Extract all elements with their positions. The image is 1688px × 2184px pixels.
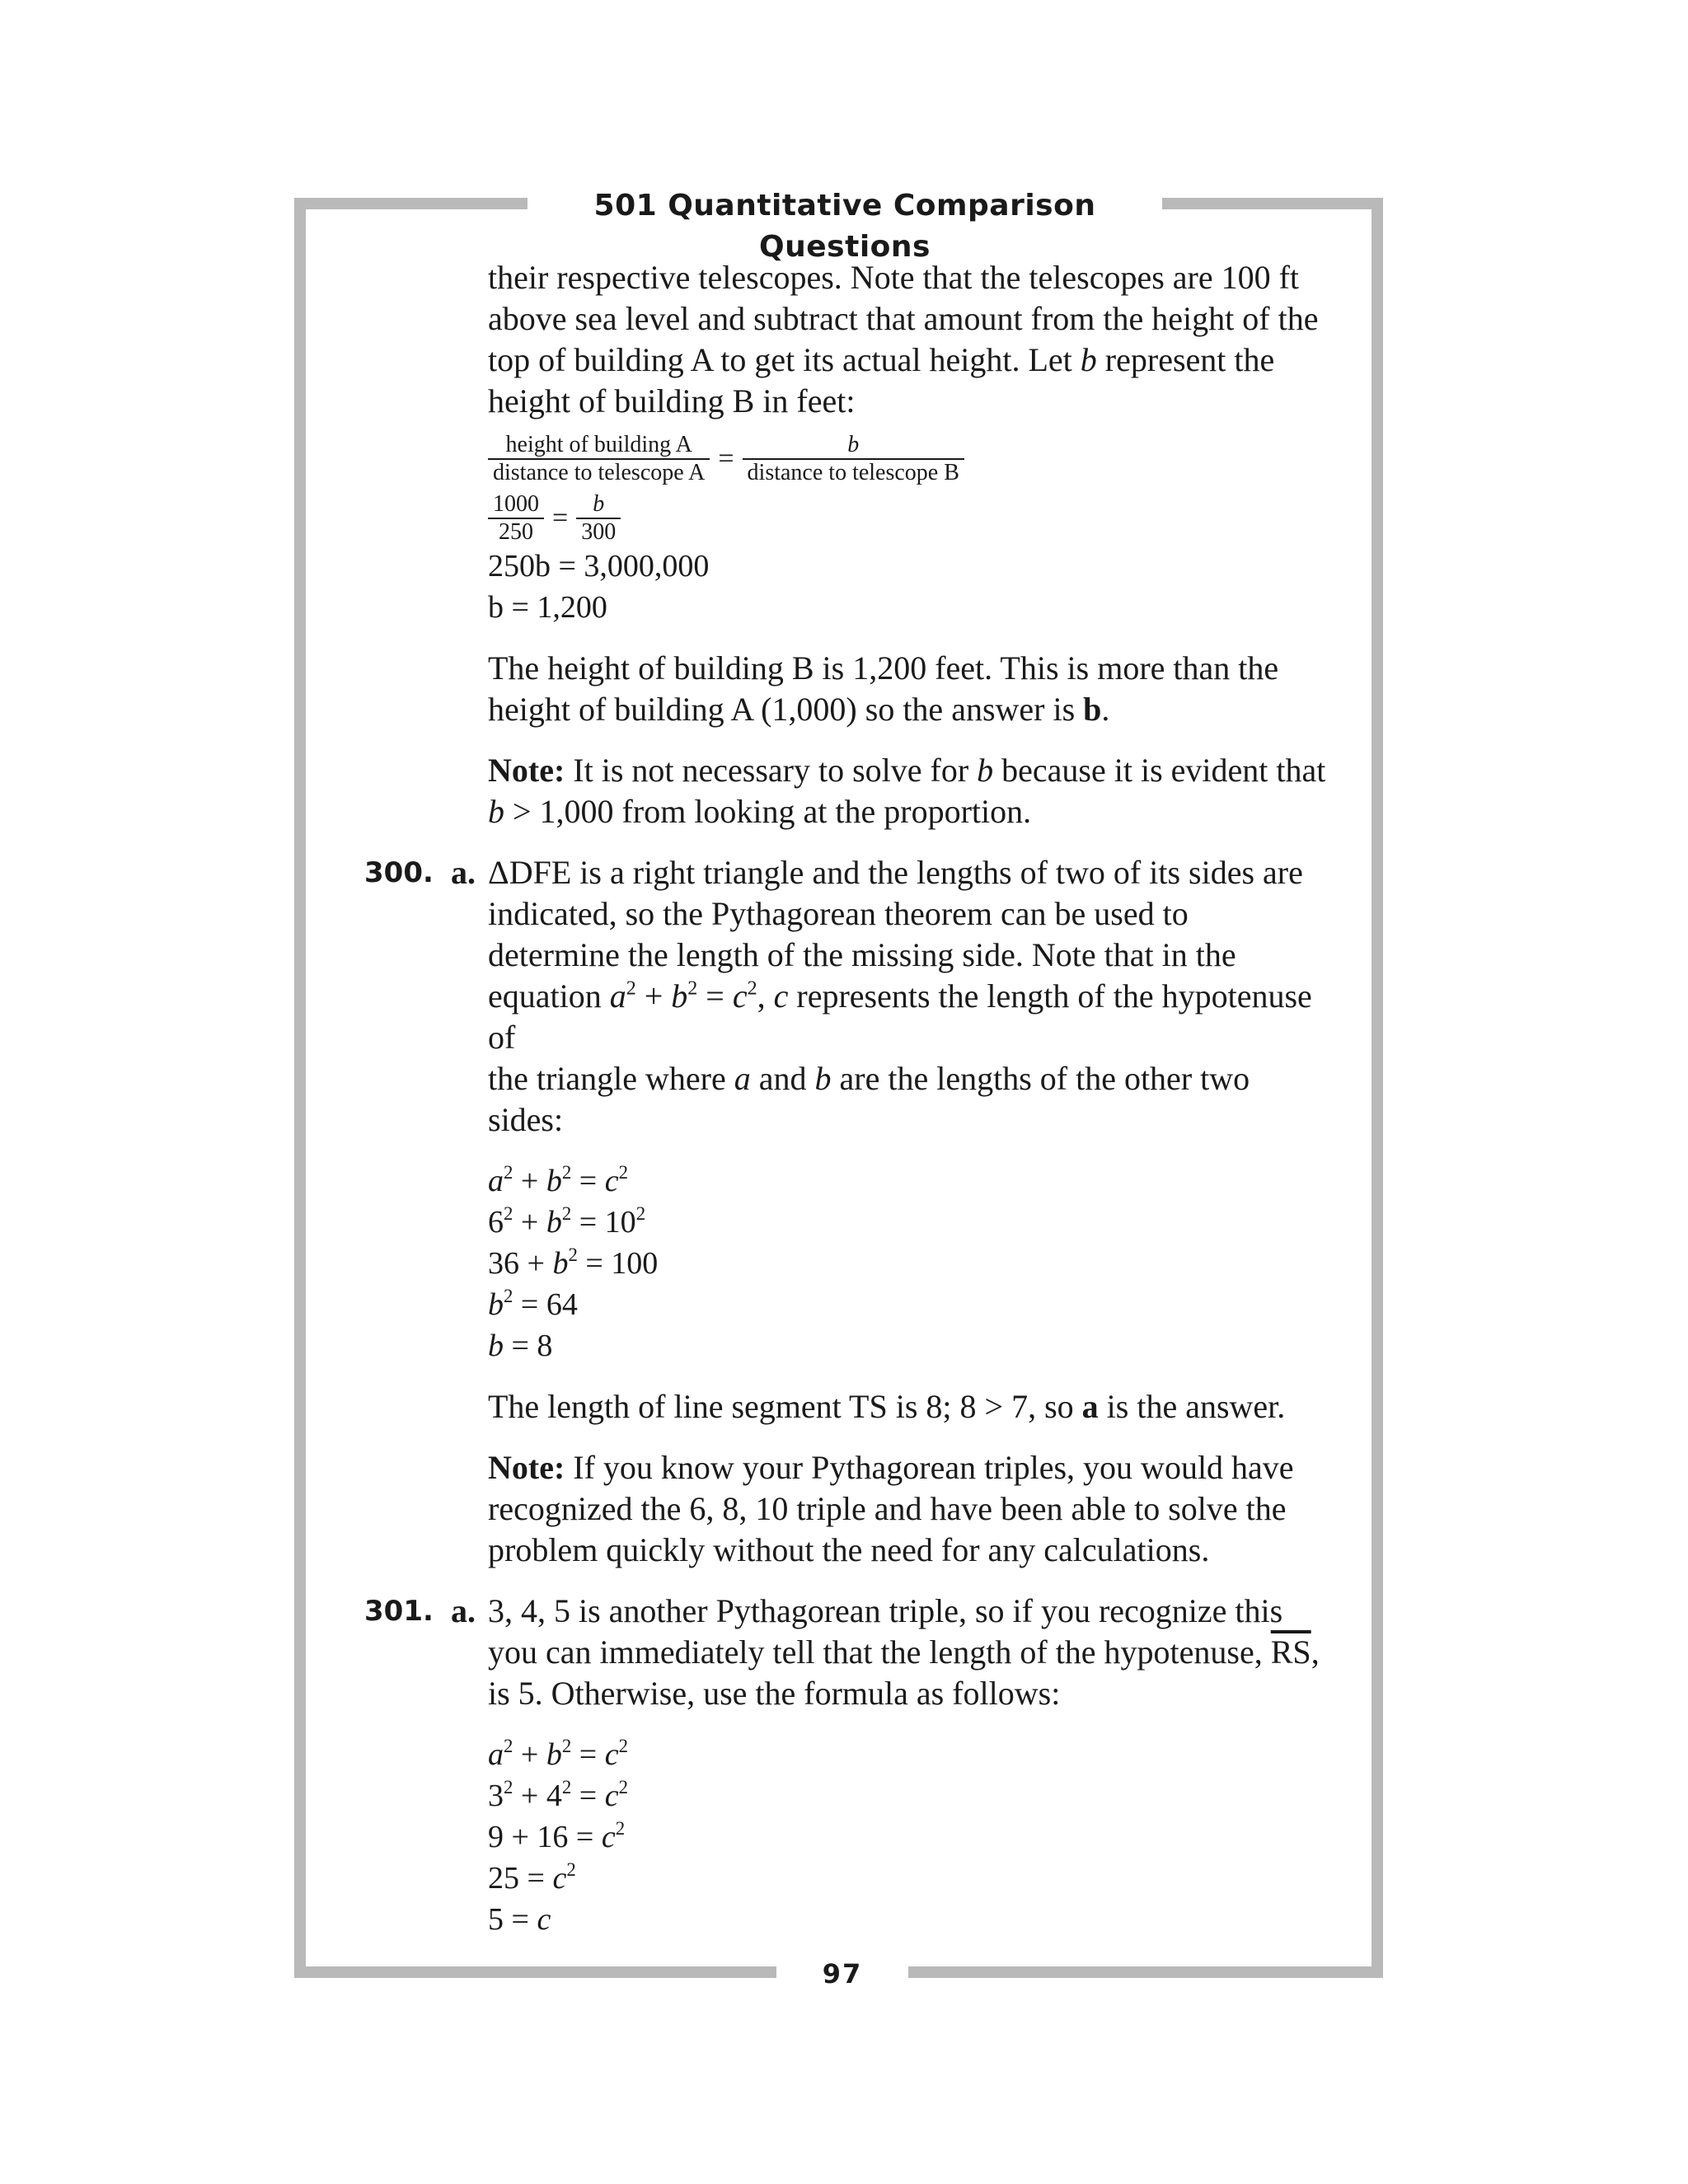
- fraction-left: $\frac{\text{height of building A}}{\text{distance to telescope A}}$: [488, 432, 710, 486]
- fraction-1000-250: $\frac{1000}{250}$: [488, 491, 544, 546]
- page-body: [364, 257, 1329, 1940]
- running-header: 501 Quantitative Comparison Questions: [528, 185, 1162, 268]
- answer-letter: a.: [451, 1592, 476, 1629]
- question-number: 300.: [364, 856, 434, 889]
- frame-bottom-right: [903, 1966, 1383, 1978]
- equations-300: [488, 1160, 1329, 1366]
- note-300: Note: If you know your Pythagorean triples, you would have recognized the 6, 8, 10 triple and have been able to solve the problem quickly without the need for any calculations.: [488, 1449, 1294, 1568]
- equation-line: $6^2 + b^2 = 10^2$: [488, 1203, 646, 1240]
- fraction-b-300: $\frac{b}{300}$: [576, 491, 621, 546]
- equation-250b: 250b = 3,000,000: [488, 549, 710, 583]
- fraction-right: $\frac{b}{\text{distance to telescope B}}$: [743, 432, 964, 486]
- equation-line: 5 = c: [488, 1902, 551, 1937]
- equation-line: b = 8: [488, 1329, 553, 1363]
- answer-letter: a.: [451, 854, 476, 891]
- proportion-words: $\frac{\text{height of building A}}{\text{distance to telescope A}}$ = $\frac{b}{\text{distance to telescope B}}$: [488, 432, 1329, 486]
- proportion-numbers: $\frac{1000}{250}$ = $\frac{b}{300}$: [488, 491, 1329, 546]
- page-number: 97: [776, 1953, 908, 1994]
- equation-line: $a^2 + b^2 = c^2$: [488, 1162, 628, 1198]
- equation-line: $25 = c^2$: [488, 1859, 576, 1896]
- answer-300: 300. a. ΔDFE is a right triangle and the lengths of two of its sides are indicated, so the Pythagorean theorem can be used to determine the length of the missing side. Note that in the equation $a^2 + b^2 = c^2$, c represents the length of the hypotenuse of the triangle where a and b are the lengths of the other two sides:: [364, 854, 1312, 1138]
- frame-bottom-left: [294, 1966, 781, 1978]
- equation-line: $3^2 + 4^2 = c^2$: [488, 1777, 628, 1813]
- continuation-paragraph: their respective telescopes. Note that the telescopes are 100 ft above sea level and subtract that amount from the height of the top of building A to get its actual height. Let b represent the height of building B in feet:: [488, 259, 1319, 419]
- equation-line: $36 + b^2 = 100$: [488, 1244, 659, 1281]
- equation-line: $9 + 16 = c^2$: [488, 1818, 626, 1854]
- conclusion-300: The length of line segment TS is 8; 8 > 7, so a is the answer.: [488, 1388, 1286, 1425]
- frame-top-right: [1156, 198, 1383, 209]
- continuation-note: Note: It is not necessary to solve for b because it is evident that b > 1,000 from looking at the proportion.: [488, 752, 1326, 830]
- equation-line: $b^2 = 64$: [488, 1286, 578, 1322]
- frame-right: [1372, 198, 1383, 1978]
- equation-b-1200: b = 1,200: [488, 590, 607, 625]
- segment-rs: $\overline{RS}$: [1270, 1633, 1311, 1671]
- equations-301: [488, 1734, 1329, 1940]
- frame-left: [294, 198, 306, 1978]
- question-number: 301.: [364, 1595, 434, 1628]
- equation-line: $a^2 + b^2 = c^2$: [488, 1736, 628, 1772]
- frame-top-left: [294, 198, 533, 209]
- answer-301: 301. a. 3, 4, 5 is another Pythagorean triple, so if you recognize this you can immediately tell that the length of the hypotenuse, $\overline{RS}$, is 5. Otherwise, use the formula as follows:: [364, 1592, 1320, 1712]
- continuation-conclusion: The height of building B is 1,200 feet. This is more than the height of building A (1,000) so the answer is b.: [488, 649, 1279, 728]
